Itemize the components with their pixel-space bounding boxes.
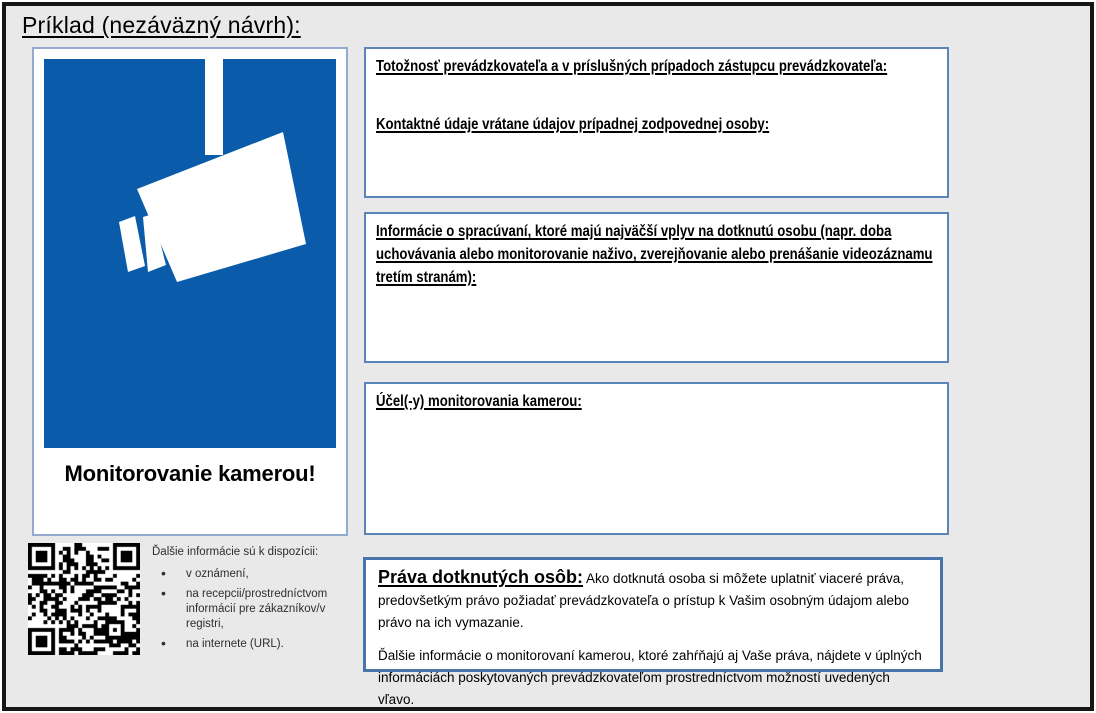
list-item: • na internete (URL). [160,637,334,652]
field-purpose[interactable] [364,382,949,535]
sign-label: Monitorovanie kamerou! [64,461,316,486]
page-title: Príklad (nezáväzný návrh): [22,12,301,38]
field-heading-contact: Kontaktné údaje vrátane údajov prípadnej zodpovednej osoby: [376,116,770,133]
rights-text-1: Ako dotknutá osoba si môžete uplatniť viaceré práva, predovšetkým právo požiadať prevádzkovateľa o prístup k Vašim osobným údajom alebo právo na ich vymazanie. [378,571,910,630]
rights-box[interactable] [363,557,943,707]
cctv-camera-icon [44,59,336,448]
field-processing-info[interactable] [364,212,949,363]
qr-code [28,543,140,655]
more-info-list [152,567,334,652]
rights-heading: Práva dotknutých osôb: [378,567,584,587]
rights-paragraph-2: Ďalšie informácie o monitorovaní kamerou, ktoré zahŕňajú aj Vaše práva, nájdete v úplných informáciách poskytovaných prevádzkovateľom prostredníctvom možností uvedených vľavo. [378,648,922,707]
list-item: • na recepcii/prostredníctvom informácií pre zákazníkov/v registri, [160,587,334,632]
list-item: • v oznámení, [160,567,334,582]
field-heading-purpose: Účel(-y) monitorovania kamerou: [376,393,582,410]
cctv-pictogram-background [44,59,336,448]
more-info-heading: Ďalšie informácie sú k dispozícii: [152,546,319,558]
rights-paragraph-1 [378,566,928,634]
camera-sign [32,47,348,536]
more-info-section [152,545,334,657]
field-operator-identity[interactable] [364,47,949,198]
field-heading-operator: Totožnosť prevádzkovateľa a v príslušných prípadoch zástupcu prevádzkovateľa: [376,58,888,75]
field-heading-processing: Informácie o spracúvaní, ktoré majú najväčší vplyv na dotknutú osobu (napr. doba uchovávania alebo monitorovanie naživo, zverejňovanie alebo prenášanie videozáznamu tretím stranám): [376,223,933,286]
